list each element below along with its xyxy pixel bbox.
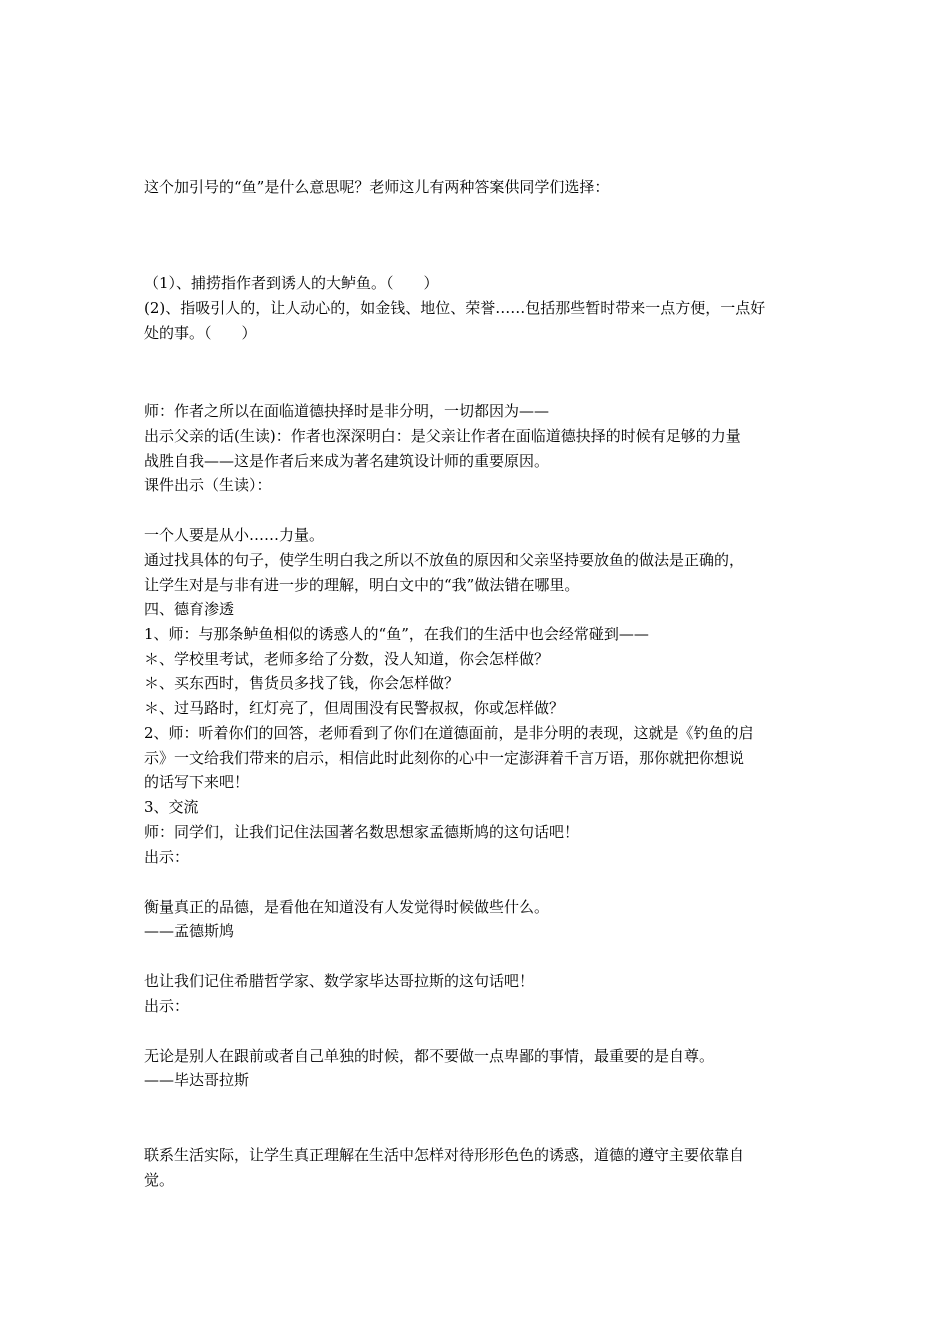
text-line: 课件出示（生读）：: [144, 476, 272, 494]
text-line: 出示父亲的话(生读)：作者也深深明白：是父亲让作者在面临道德抉择的时候有足够的力量: [144, 427, 741, 445]
section-heading: 四、德育渗透: [144, 600, 235, 618]
text-line: 1、师：与那条鲈鱼相似的诱惑人的“鱼”，在我们的生活中也会经常碰到——: [144, 625, 649, 643]
text-line: 这个加引号的“鱼”是什么意思呢？老师这儿有两种答案供同学们选择：: [144, 178, 610, 196]
text-line: (2)、指吸引人的，让人动心的，如金钱、地位、荣誉……包括那些暂时带来一点方便，一点好: [144, 299, 766, 317]
text-line: 2、师：听着你们的回答，老师看到了你们在道德面前，是非分明的表现，这就是《钓鱼的启: [144, 724, 754, 742]
text-line: 3、交流: [144, 798, 199, 816]
text-line: 处的事。（ ）: [144, 324, 257, 342]
text-line: ＊、过马路时，红灯亮了，但周围没有民警叔叔，你或怎样做？: [144, 699, 565, 717]
text-line: 出示：: [144, 848, 190, 866]
text-line: ＊、买东西时，售货员多找了钱，你会怎样做？: [144, 674, 460, 692]
quote-text: 无论是别人在跟前或者自己单独的时候，都不要做一点卑鄙的事情，最重要的是自尊。: [144, 1047, 715, 1065]
text-line: 通过找具体的句子，使学生明白我之所以不放鱼的原因和父亲坚持要放鱼的做法是正确的，: [144, 551, 745, 569]
text-line: 联系生活实际，让学生真正理解在生活中怎样对待形形色色的诱惑，道德的遵守主要依靠自: [144, 1146, 745, 1164]
text-line: 一个人要是从小……力量。: [144, 526, 325, 544]
quote-attribution: ——孟德斯鸠: [144, 922, 235, 940]
text-line: ＊、学校里考试，老师多给了分数，没人知道，你会怎样做？: [144, 650, 550, 668]
text-line: 师：作者之所以在面临道德抉择时是非分明，一切都因为——: [144, 402, 550, 420]
text-line: 战胜自我——这是作者后来成为著名建筑设计师的重要原因。: [144, 452, 550, 470]
text-line: 也让我们记住希腊哲学家、数学家毕达哥拉斯的这句话吧！: [144, 972, 535, 990]
text-line: 的话写下来吧！: [144, 773, 250, 791]
text-line: 示》一文给我们带来的启示，相信此时此刻你的心中一定澎湃着千言万语，那你就把你想说: [144, 749, 745, 767]
text-line: 觉。: [144, 1171, 175, 1189]
quote-attribution: ——毕达哥拉斯: [144, 1071, 250, 1089]
quote-text: 衡量真正的品德，是看他在知道没有人发觉得时候做些什么。: [144, 898, 550, 916]
text-line: 让学生对是与非有进一步的理解，明白文中的“我”做法错在哪里。: [144, 576, 580, 594]
text-line: （1）、捕捞指作者到诱人的大鲈鱼。（ ）: [144, 274, 439, 292]
text-line: 师：同学们，让我们记住法国著名数思想家孟德斯鸠的这句话吧！: [144, 823, 580, 841]
text-line: 出示：: [144, 997, 190, 1015]
